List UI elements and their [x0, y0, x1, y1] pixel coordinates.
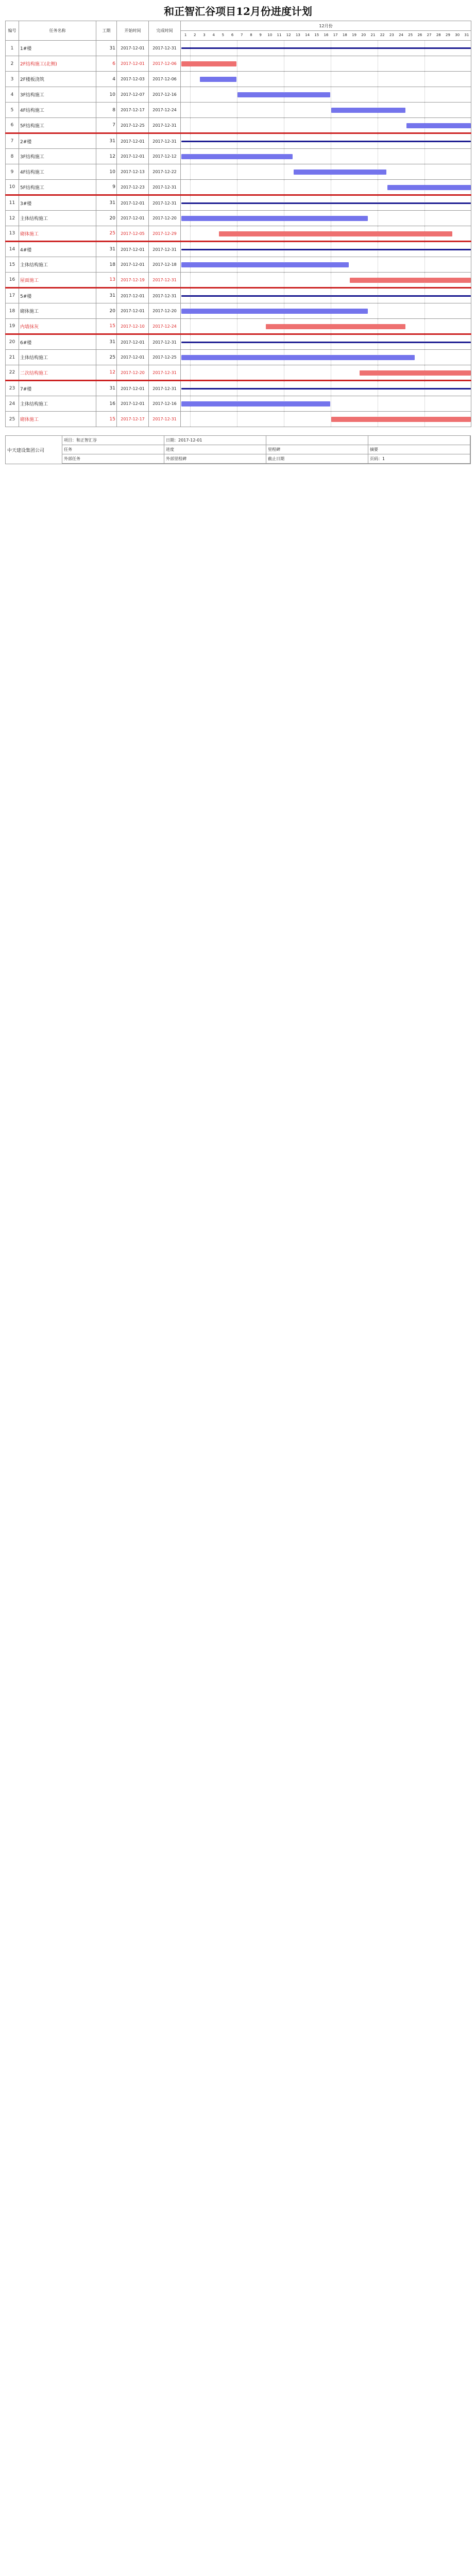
task-bar: [181, 355, 415, 360]
day-label: 28: [436, 33, 441, 37]
task-start: 2017-12-01: [117, 288, 149, 303]
task-row: [6, 288, 471, 303]
gantt-chart-cell: [181, 195, 471, 211]
legend-grid: [62, 436, 470, 464]
gantt-body: [6, 41, 471, 427]
gantt-chart-cell: [181, 273, 471, 288]
legend-footer: [5, 435, 471, 464]
task-start: 2017-12-10: [117, 319, 149, 334]
summary-bar: [181, 202, 471, 204]
day-label: 18: [342, 33, 347, 37]
legend-cell: 任务: [62, 445, 164, 454]
task-start: 2017-12-01: [117, 41, 149, 56]
task-row: [6, 412, 471, 427]
schedule-sheet: [0, 0, 476, 464]
task-end: 2017-12-31: [149, 180, 181, 195]
task-end: 2017-12-31: [149, 381, 181, 396]
task-duration: 15: [96, 319, 117, 334]
task-code: 9: [6, 164, 19, 180]
legend-cell: 截止日期: [266, 454, 368, 463]
task-code: 22: [6, 365, 19, 381]
legend-cell: 外部里程碑: [164, 454, 266, 463]
task-bar: [406, 123, 471, 128]
task-end: 2017-12-31: [149, 412, 181, 427]
task-code: 11: [6, 195, 19, 211]
task-duration: 8: [96, 103, 117, 118]
header-month: 12月份: [181, 21, 471, 31]
task-end: 2017-12-16: [149, 396, 181, 412]
legend-row: [62, 454, 470, 464]
task-name: 砌体施工: [19, 303, 96, 319]
day-label: 12: [286, 33, 291, 37]
grid-line: [424, 149, 425, 164]
task-row: [6, 350, 471, 365]
task-name: 内墙抹灰: [19, 319, 96, 334]
grid-line: [190, 273, 191, 287]
task-duration: 9: [96, 180, 117, 195]
gantt-chart-cell: [181, 56, 471, 72]
critical-task-bar: [266, 324, 405, 329]
task-row: [6, 87, 471, 103]
task-duration: 31: [96, 41, 117, 56]
task-name: 主体结构施工: [19, 396, 96, 412]
summary-bar: [181, 141, 471, 142]
task-duration: 4: [96, 72, 117, 87]
task-row: [6, 303, 471, 319]
gantt-chart-cell: [181, 303, 471, 319]
task-name: 5F结构施工: [19, 180, 96, 195]
gantt-chart-cell: [181, 381, 471, 396]
header-duration: 工期: [96, 21, 117, 41]
task-name: 主体结构施工: [19, 350, 96, 365]
task-start: 2017-12-19: [117, 273, 149, 288]
task-end: 2017-12-31: [149, 41, 181, 56]
gantt-chart-cell: [181, 180, 471, 195]
critical-task-bar: [219, 231, 452, 236]
task-bar: [181, 401, 330, 406]
task-bar: [181, 262, 349, 267]
day-label: 24: [399, 33, 403, 37]
task-name: 4F结构施工: [19, 164, 96, 180]
summary-bar: [181, 47, 471, 49]
task-duration: 31: [96, 195, 117, 211]
day-label: 6: [231, 33, 234, 37]
task-end: 2017-12-31: [149, 273, 181, 288]
legend-cell: 里程碑: [266, 445, 368, 454]
grid-line: [190, 72, 191, 87]
task-duration: 20: [96, 303, 117, 319]
day-label: 22: [380, 33, 385, 37]
grid-line: [424, 257, 425, 272]
task-start: 2017-12-17: [117, 103, 149, 118]
task-row: [6, 211, 471, 226]
task-row: [6, 273, 471, 288]
task-end: 2017-12-24: [149, 319, 181, 334]
task-name: 3#楼: [19, 195, 96, 211]
task-duration: 13: [96, 273, 117, 288]
header-days: [181, 31, 471, 41]
gantt-chart-cell: [181, 164, 471, 180]
page-title: 和正智汇谷项目12月份进度计划: [164, 5, 312, 18]
task-duration: 12: [96, 365, 117, 381]
gantt-chart-cell: [181, 103, 471, 118]
grid-line: [424, 350, 425, 365]
task-row: [6, 226, 471, 242]
task-name: 2#楼: [19, 133, 96, 149]
task-code: 5: [6, 103, 19, 118]
task-end: 2017-12-06: [149, 56, 181, 72]
day-label: 26: [417, 33, 422, 37]
task-duration: 31: [96, 133, 117, 149]
task-start: 2017-12-01: [117, 211, 149, 226]
task-start: 2017-12-01: [117, 133, 149, 149]
task-duration: 10: [96, 164, 117, 180]
task-name: 2F结构施工(北侧): [19, 56, 96, 72]
task-row: [6, 319, 471, 334]
grid-line: [424, 164, 425, 179]
task-name: 6#楼: [19, 334, 96, 350]
task-end: 2017-12-18: [149, 257, 181, 273]
task-name: 二次结构施工: [19, 365, 96, 381]
task-code: 21: [6, 350, 19, 365]
grid-line: [190, 365, 191, 380]
task-code: 20: [6, 334, 19, 350]
grid-line: [190, 164, 191, 179]
task-start: 2017-12-01: [117, 350, 149, 365]
header-task: 任务名称: [19, 21, 96, 41]
task-bar: [294, 170, 386, 175]
task-row: [6, 149, 471, 164]
critical-task-bar: [350, 278, 471, 283]
critical-task-bar: [360, 370, 471, 376]
task-code: 23: [6, 381, 19, 396]
day-label: 16: [324, 33, 329, 37]
task-duration: 31: [96, 334, 117, 350]
gantt-chart-cell: [181, 257, 471, 273]
grid-line: [190, 180, 191, 194]
task-end: 2017-12-31: [149, 195, 181, 211]
summary-bar: [181, 388, 471, 389]
task-end: 2017-12-31: [149, 242, 181, 257]
task-row: [6, 164, 471, 180]
legend-row: [62, 436, 470, 445]
task-row: [6, 195, 471, 211]
task-duration: 31: [96, 381, 117, 396]
task-start: 2017-12-01: [117, 303, 149, 319]
task-row: [6, 365, 471, 381]
grid-line: [424, 211, 425, 226]
day-label: 7: [241, 33, 243, 37]
grid-line: [424, 87, 425, 102]
task-bar: [181, 154, 293, 159]
task-end: 2017-12-20: [149, 303, 181, 319]
task-code: 8: [6, 149, 19, 164]
task-bar: [331, 108, 405, 113]
task-code: 6: [6, 118, 19, 133]
task-end: 2017-12-31: [149, 288, 181, 303]
task-row: [6, 242, 471, 257]
task-row: [6, 396, 471, 412]
task-name: 主体结构施工: [19, 211, 96, 226]
task-duration: 25: [96, 226, 117, 242]
task-duration: 20: [96, 211, 117, 226]
task-duration: 18: [96, 257, 117, 273]
grid-line: [424, 319, 425, 333]
task-start: 2017-12-01: [117, 334, 149, 350]
task-start: 2017-12-01: [117, 257, 149, 273]
task-end: 2017-12-25: [149, 350, 181, 365]
task-duration: 12: [96, 149, 117, 164]
summary-bar: [181, 295, 471, 297]
task-duration: 25: [96, 350, 117, 365]
gantt-chart-cell: [181, 242, 471, 257]
task-end: 2017-12-16: [149, 87, 181, 103]
task-row: [6, 118, 471, 133]
task-row: [6, 133, 471, 149]
gantt-chart-cell: [181, 72, 471, 87]
day-label: 27: [427, 33, 432, 37]
legend-cell: [368, 436, 470, 445]
task-row: [6, 381, 471, 396]
task-name: 2F楼板浇筑: [19, 72, 96, 87]
task-row: [6, 257, 471, 273]
gantt-chart-cell: [181, 365, 471, 381]
task-start: 2017-12-17: [117, 412, 149, 427]
task-code: 15: [6, 257, 19, 273]
task-name: 1#楼: [19, 41, 96, 56]
legend-row: [62, 445, 470, 454]
grid-line: [424, 303, 425, 318]
critical-task-bar: [331, 417, 471, 422]
grid-line: [424, 396, 425, 411]
day-label: 25: [408, 33, 413, 37]
task-end: 2017-12-22: [149, 164, 181, 180]
day-label: 10: [267, 33, 273, 37]
task-end: 2017-12-12: [149, 149, 181, 164]
grid-line: [424, 103, 425, 117]
critical-task-bar: [181, 61, 236, 66]
task-bar: [200, 77, 236, 82]
task-end: 2017-12-31: [149, 118, 181, 133]
task-bar: [181, 216, 368, 221]
day-label: 11: [277, 33, 282, 37]
task-code: 2: [6, 56, 19, 72]
task-code: 17: [6, 288, 19, 303]
task-start: 2017-12-01: [117, 149, 149, 164]
header-code: 编号: [6, 21, 19, 41]
day-label: 29: [446, 33, 450, 37]
task-start: 2017-12-01: [117, 195, 149, 211]
task-duration: 16: [96, 396, 117, 412]
gantt-chart-cell: [181, 288, 471, 303]
gantt-chart-cell: [181, 412, 471, 427]
legend-cell: 日期：2017-12-01: [164, 436, 266, 445]
task-name: 4F结构施工: [19, 103, 96, 118]
task-name: 砌体施工: [19, 412, 96, 427]
task-end: 2017-12-06: [149, 72, 181, 87]
gantt-chart-cell: [181, 350, 471, 365]
day-label: 15: [314, 33, 319, 37]
task-start: 2017-12-05: [117, 226, 149, 242]
task-start: 2017-12-20: [117, 365, 149, 381]
task-row: [6, 41, 471, 56]
task-duration: 31: [96, 242, 117, 257]
day-label: 21: [370, 33, 376, 37]
task-end: 2017-12-31: [149, 133, 181, 149]
task-duration: 6: [96, 56, 117, 72]
task-start: 2017-12-01: [117, 396, 149, 412]
task-code: 16: [6, 273, 19, 288]
task-start: 2017-12-25: [117, 118, 149, 133]
task-code: 12: [6, 211, 19, 226]
task-row: [6, 334, 471, 350]
task-end: 2017-12-31: [149, 365, 181, 381]
gantt-chart-cell: [181, 149, 471, 164]
task-code: 19: [6, 319, 19, 334]
gantt-chart-cell: [181, 41, 471, 56]
day-label: 19: [352, 33, 357, 37]
task-name: 3F结构施工: [19, 149, 96, 164]
day-label: 23: [389, 33, 394, 37]
summary-bar: [181, 342, 471, 343]
task-name: 7#楼: [19, 381, 96, 396]
grid-line: [190, 118, 191, 132]
grid-line: [190, 412, 191, 427]
task-code: 7: [6, 133, 19, 149]
day-label: 9: [259, 33, 262, 37]
company-name: 中天建设集团公司: [6, 436, 62, 464]
day-label: 20: [361, 33, 366, 37]
header-end: 完成时间: [149, 21, 181, 41]
task-row: [6, 56, 471, 72]
task-code: 14: [6, 242, 19, 257]
day-label: 1: [184, 33, 187, 37]
task-name: 4#楼: [19, 242, 96, 257]
gantt-chart-cell: [181, 334, 471, 350]
task-row: [6, 72, 471, 87]
task-start: 2017-12-01: [117, 381, 149, 396]
gantt-chart-cell: [181, 226, 471, 242]
task-start: 2017-12-13: [117, 164, 149, 180]
day-label: 17: [333, 33, 338, 37]
task-name: 3F结构施工: [19, 87, 96, 103]
grid-line: [424, 56, 425, 71]
grid-line: [190, 319, 191, 333]
day-label: 4: [212, 33, 215, 37]
day-label: 3: [203, 33, 206, 37]
gantt-table: [5, 21, 471, 427]
day-label: 2: [194, 33, 196, 37]
grid-line: [424, 72, 425, 87]
legend-cell: 页码：1: [368, 454, 470, 463]
legend-cell: [266, 436, 368, 445]
legend-cell: 进度: [164, 445, 266, 454]
task-code: 24: [6, 396, 19, 412]
task-duration: 7: [96, 118, 117, 133]
gantt-chart-cell: [181, 211, 471, 226]
task-duration: 10: [96, 87, 117, 103]
task-code: 4: [6, 87, 19, 103]
task-code: 10: [6, 180, 19, 195]
task-name: 砌体施工: [19, 226, 96, 242]
task-row: [6, 180, 471, 195]
day-label: 13: [295, 33, 300, 37]
legend-cell: 摘要: [368, 445, 470, 454]
task-bar: [181, 309, 368, 314]
task-start: 2017-12-03: [117, 72, 149, 87]
gantt-chart-cell: [181, 87, 471, 103]
task-end: 2017-12-31: [149, 334, 181, 350]
task-duration: 31: [96, 288, 117, 303]
task-code: 13: [6, 226, 19, 242]
grid-line: [190, 87, 191, 102]
task-start: 2017-12-07: [117, 87, 149, 103]
header-start: 开始时间: [117, 21, 149, 41]
gantt-chart-cell: [181, 118, 471, 133]
gantt-chart-cell: [181, 396, 471, 412]
legend-cell: 外部任务: [62, 454, 164, 463]
grid-line: [190, 103, 191, 117]
day-label: 5: [222, 33, 225, 37]
task-bar: [237, 92, 330, 97]
task-name: 5#楼: [19, 288, 96, 303]
task-code: 3: [6, 72, 19, 87]
task-start: 2017-12-23: [117, 180, 149, 195]
day-label: 30: [455, 33, 460, 37]
day-label: 31: [464, 33, 469, 37]
task-end: 2017-12-20: [149, 211, 181, 226]
task-name: 主体结构施工: [19, 257, 96, 273]
task-end: 2017-12-24: [149, 103, 181, 118]
summary-bar: [181, 249, 471, 250]
gantt-chart-cell: [181, 133, 471, 149]
task-start: 2017-12-01: [117, 242, 149, 257]
grid-line: [190, 226, 191, 241]
task-row: [6, 103, 471, 118]
task-code: 18: [6, 303, 19, 319]
task-bar: [387, 185, 471, 190]
task-end: 2017-12-29: [149, 226, 181, 242]
legend-cell: 项目：和正智汇谷: [62, 436, 164, 445]
task-duration: 15: [96, 412, 117, 427]
task-start: 2017-12-01: [117, 56, 149, 72]
day-label: 14: [305, 33, 310, 37]
day-label: 8: [250, 33, 252, 37]
gantt-chart-cell: [181, 319, 471, 334]
task-code: 25: [6, 412, 19, 427]
task-name: 屋面施工: [19, 273, 96, 288]
task-code: 1: [6, 41, 19, 56]
task-name: 5F结构施工: [19, 118, 96, 133]
